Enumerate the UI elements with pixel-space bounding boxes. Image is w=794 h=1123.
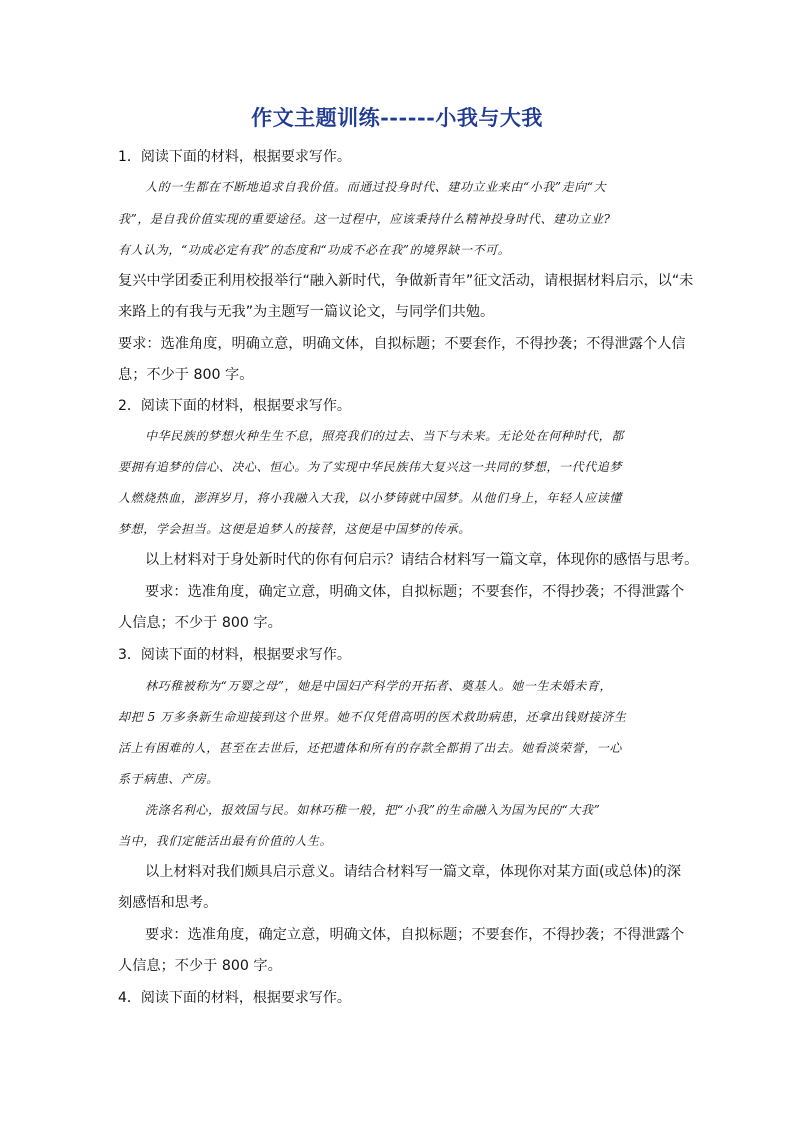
q3-material-line: 活上有困难的人，甚至在去世后，还把遗体和所有的存款全都捐了出去。她看淡荣誉，一心 (118, 741, 623, 755)
q1-material-line: 有人认为，“功成必定有我”的态度和“功成不必在我”的境界缺一不可。 (118, 243, 511, 257)
q2-task-line: 以上材料对于身处新时代的你有何启示？请结合材料写一篇文章，体现你的感悟与思考。 (145, 552, 699, 568)
q3-heading: 3．阅读下面的材料，根据要求写作。 (118, 647, 351, 663)
q1-material-line: 我”，是自我价值实现的重要途径。这一过程中，应该秉持什么精神投身时代、建功立业? (118, 212, 611, 226)
q3-material-line: 系于病患、产房。 (118, 772, 219, 786)
q4-heading: 4．阅读下面的材料，根据要求写作。 (118, 990, 351, 1006)
q1-material-line: 人的一生都在不断地追求自我价值。而通过投身时代、建功立业来由“小我”走向“大 (145, 180, 607, 194)
document-title: 作文主题训练------小我与大我 (251, 105, 543, 130)
q3-requirement-line: 要求：选准角度，确定立意，明确文体，自拟标题；不要套作，不得抄袭；不得泄露个 (145, 927, 685, 943)
q2-material-line: 人燃烧热血，澎湃岁月，将小我融入大我，以小梦铸就中国梦。从他们身上，年轻人应读懂 (118, 491, 623, 505)
q2-material-line: 中华民族的梦想火种生生不息，照亮我们的过去、当下与未来。无论处在何种时代，都 (145, 429, 624, 443)
q1-task-line: 来路上的有我与无我”为主题写一篇议论文，与同学们共勉。 (118, 304, 495, 320)
q2-heading: 2．阅读下面的材料，根据要求写作。 (118, 398, 351, 414)
q2-material-line: 要拥有追梦的信心、决心、恒心。为了实现中华民族伟大复兴这一共同的梦想，一代代追梦 (118, 460, 623, 474)
q3-task-line: 刻感悟和思考。 (118, 895, 218, 911)
q3-requirement-line: 人信息；不少于 800 字。 (118, 958, 282, 974)
q2-material-line: 梦想，学会担当。这便是追梦人的接替，这便是中国梦的传承。 (118, 522, 471, 536)
q3-task-line: 以上材料对我们颇具启示意义。请结合材料写一篇文章，体现你对某方面(或总体)的深 (145, 864, 682, 880)
q1-requirement-line: 息；不少于 800 字。 (118, 367, 254, 383)
q3-material-line: 却把 5 万多条新生命迎接到这个世界。她不仅凭借高明的医术救助病患，还拿出钱财接济生 (118, 710, 627, 724)
q2-requirement-line: 要求：选准角度，确定立意，明确文体，自拟标题；不要套作，不得抄袭；不得泄露个 (145, 584, 685, 600)
q3-material-line: 林巧稚被称为“万婴之母”，她是中国妇产科学的开拓者、奠基人。她一生未婚未育， (145, 679, 613, 693)
q2-requirement-line: 人信息；不少于 800 字。 (118, 615, 282, 631)
q1-task-line: 复兴中学团委正利用校报举行“融入新时代，争做新青年”征文活动，请根据材料启示，以“未 (118, 273, 694, 289)
q1-requirement-line: 要求：选准角度，明确立意，明确文体，自拟标题；不要套作，不得抄袭；不得泄露个人信 (118, 336, 686, 352)
q3-material-line: 当中，我们定能活出最有价值的人生。 (118, 834, 333, 848)
q1-heading: 1．阅读下面的材料，根据要求写作。 (118, 149, 351, 165)
q3-material-line: 洗涤名利心，报效国与民。如林巧稚一般，把“小我”的生命融入为国为民的“大我” (145, 803, 601, 817)
